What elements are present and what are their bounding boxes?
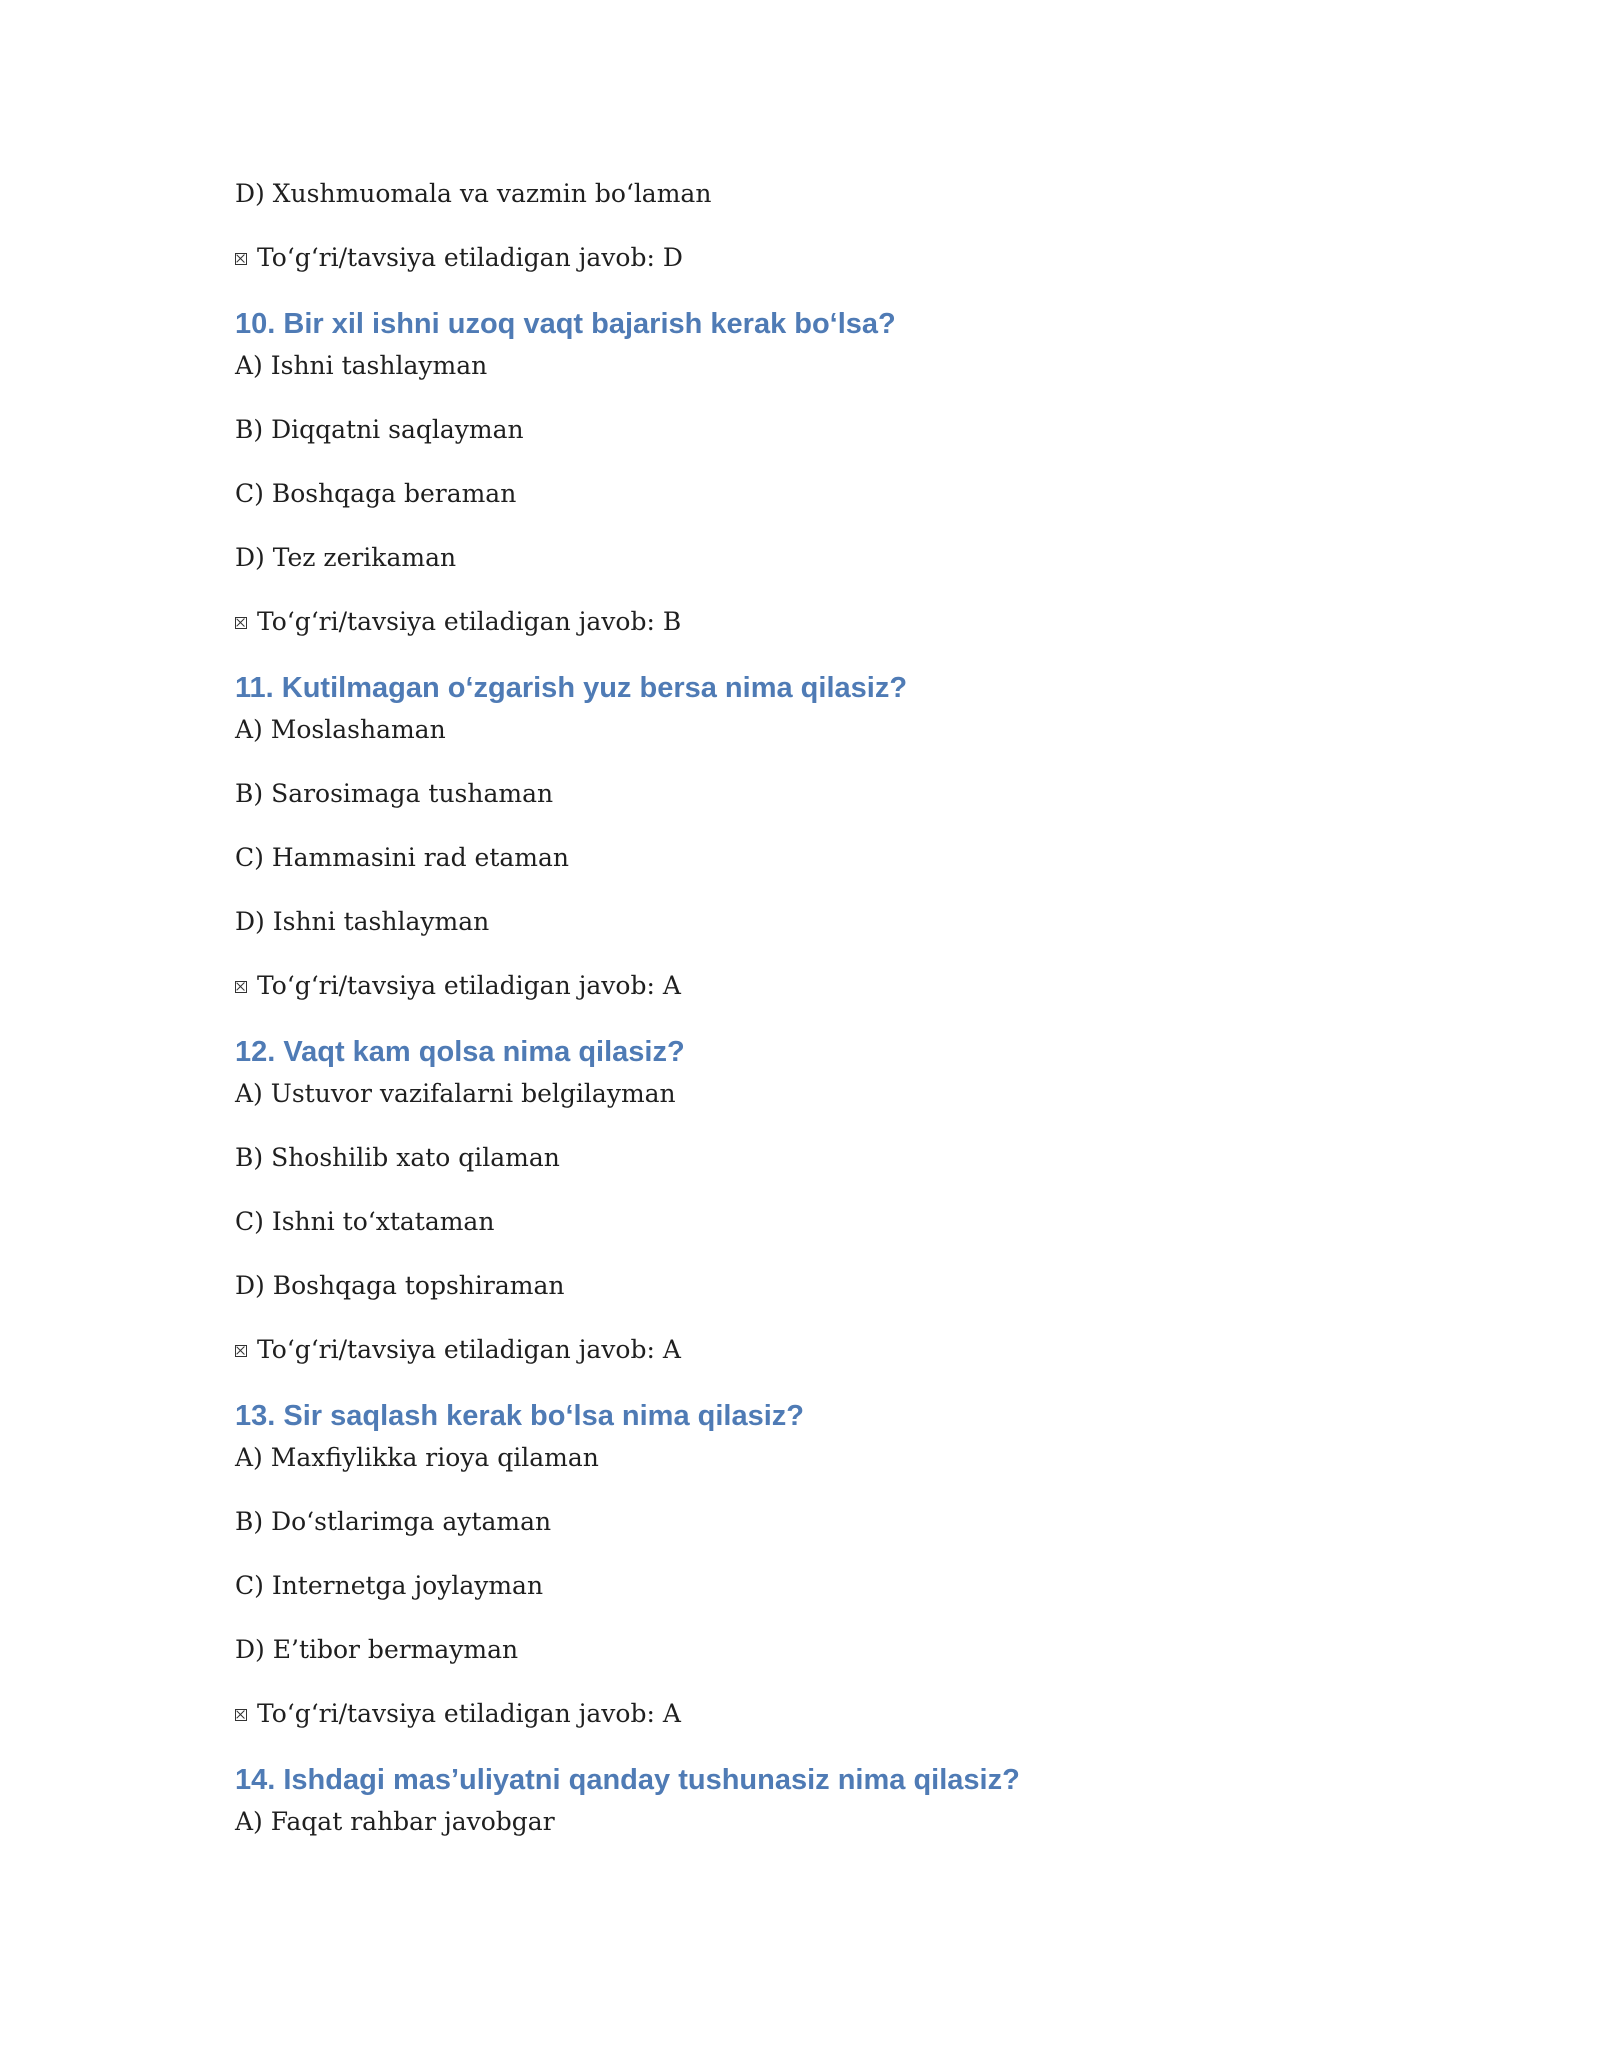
question-title: 11. Kutilmagan o‘zgarish yuz bersa nima qilasiz? bbox=[235, 672, 908, 704]
question-title: 10. Bir xil ishni uzoq vaqt bajarish kerak bo‘lsa? bbox=[235, 308, 896, 340]
question-title: 14. Ishdagi mas’uliyatni qanday tushunasiz nima qilasiz? bbox=[235, 1764, 1020, 1796]
checkbox-x-icon bbox=[235, 617, 247, 629]
answer-line bbox=[235, 242, 1435, 274]
answer-line bbox=[235, 1698, 1435, 1730]
option-line: D) Xushmuomala va vazmin bo‘laman bbox=[235, 179, 712, 208]
answer-text: To‘g‘ri/tavsiya etiladigan javob: D bbox=[257, 243, 683, 272]
answer-line bbox=[235, 606, 1435, 638]
option-line: D) Tez zerikaman bbox=[235, 543, 457, 572]
document-page bbox=[235, 178, 1435, 1870]
option-line: A) Moslashaman bbox=[235, 715, 446, 744]
option-line: C) Hammasini rad etaman bbox=[235, 843, 569, 872]
answer-text: To‘g‘ri/tavsiya etiladigan javob: A bbox=[257, 971, 681, 1000]
option-line: C) Internetga joylayman bbox=[235, 1571, 544, 1600]
question-title: 12. Vaqt kam qolsa nima qilasiz? bbox=[235, 1036, 685, 1068]
answer-line bbox=[235, 970, 1435, 1002]
checkbox-x-icon bbox=[235, 981, 247, 993]
option-line: D) Ishni tashlayman bbox=[235, 907, 490, 936]
option-line: A) Ustuvor vazifalarni belgilayman bbox=[235, 1079, 676, 1108]
option-line: A) Maxfiylikka rioya qilaman bbox=[235, 1443, 599, 1472]
answer-text: To‘g‘ri/tavsiya etiladigan javob: A bbox=[257, 1699, 681, 1728]
option-line: B) Do‘stlarimga aytaman bbox=[235, 1507, 552, 1536]
option-line: A) Ishni tashlayman bbox=[235, 351, 488, 380]
checkbox-x-icon bbox=[235, 1345, 247, 1357]
answer-line bbox=[235, 1334, 1435, 1366]
question-title: 13. Sir saqlash kerak bo‘lsa nima qilasiz? bbox=[235, 1400, 804, 1432]
option-line: D) E’tibor bermayman bbox=[235, 1635, 519, 1664]
checkbox-x-icon bbox=[235, 253, 247, 265]
option-line: C) Boshqaga beraman bbox=[235, 479, 517, 508]
option-line: B) Shoshilib xato qilaman bbox=[235, 1143, 560, 1172]
checkbox-x-icon bbox=[235, 1709, 247, 1721]
answer-text: To‘g‘ri/tavsiya etiladigan javob: A bbox=[257, 1335, 681, 1364]
option-line: A) Faqat rahbar javobgar bbox=[235, 1807, 555, 1836]
option-line: C) Ishni to‘xtataman bbox=[235, 1207, 495, 1236]
answer-text: To‘g‘ri/tavsiya etiladigan javob: B bbox=[257, 607, 682, 636]
option-line: D) Boshqaga topshiraman bbox=[235, 1271, 565, 1300]
option-line: B) Sarosimaga tushaman bbox=[235, 779, 554, 808]
option-line: B) Diqqatni saqlayman bbox=[235, 415, 524, 444]
